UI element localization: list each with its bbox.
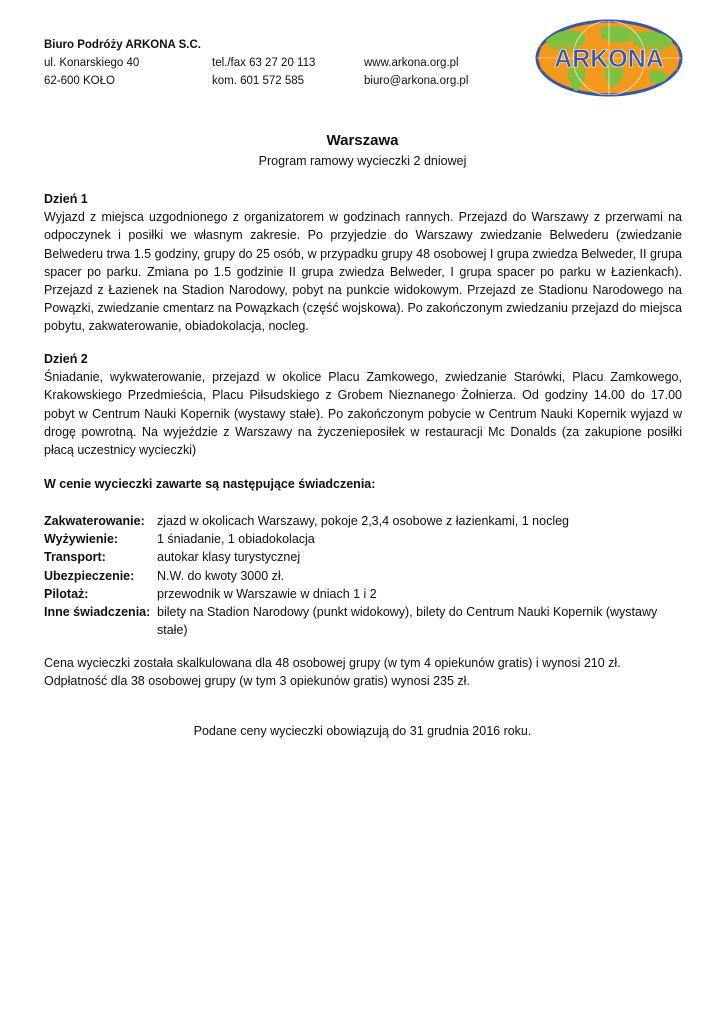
header-row-1	[44, 54, 524, 72]
service-label: Wyżywienie:	[44, 532, 119, 547]
service-label: Pilotaż:	[44, 586, 89, 601]
day-1-heading: Dzień 1	[44, 192, 88, 206]
day-2-section	[44, 350, 682, 459]
service-transport	[44, 548, 684, 566]
header-row-2	[44, 72, 524, 90]
services-list	[44, 512, 684, 639]
company-city: 62-600 KOŁO	[44, 75, 115, 87]
company-name: Biuro Podróży ARKONA S.C.	[44, 39, 201, 51]
service-label: Zakwaterowanie:	[44, 514, 145, 528]
service-meals	[44, 530, 684, 548]
price-line-1: Cena wycieczki została skalkulowana dla 48 osobowej grupy (w tym 4 opiekunów gratis) i wynosi 210 zł.	[44, 656, 621, 670]
included-heading: W cenie wycieczki zawarte są następujące świadczenia:	[44, 477, 376, 491]
service-value: N.W. do kwoty 3000 zł.	[157, 568, 285, 583]
day-1-text: Wyjazd z miejsca uzgodnionego z organizatorem w godzinach rannych. Przejazd do Warszawy z przerwami na odpoczynek i posiłki we własnym zakresie. Po przyjedzie do Warszawy zwiedzanie Belwederu (zwiedzanie Belwederu trwa 1.5 godziny, grupy do 25 osób, w przypadku grupy 48 osobowej I grupa zwiedza Belweder, II grupa spacer po parku. Zmiana po 1.5 godzinie II grupa zwiedza Belweder, I grupa spacer po parku w Łazienkach). Przejazd z Łazienek na Stadion Narodowy, pobyt na punkcie widokowym. Przejazd ze Stadionu Narodowego na Powązki, zwiedzanie cmentarz na Powązkach (część wojskowa). Po zakończonym zwiedzaniu przejazd do miejsca pobytu, zakwaterowanie, obiadokolacja, nocleg.	[44, 210, 682, 334]
document-subtitle: Program ramowy wycieczki 2 dniowej	[258, 154, 467, 168]
company-phone: tel./fax 63 27 20 113	[212, 57, 316, 69]
service-label: Inne świadczenia:	[44, 605, 151, 620]
company-email: biuro@arkona.org.pl	[364, 75, 469, 87]
service-value: 1 śniadanie, 1 obiadokolacja	[157, 532, 315, 547]
service-label: Ubezpieczenie:	[44, 568, 135, 583]
document-title: Warszawa	[326, 132, 399, 149]
logo-text: ARKONA	[554, 45, 664, 73]
service-value: przewodnik w Warszawie w dniach 1 i 2	[157, 586, 377, 601]
service-value: zjazd w okolicach Warszawy, pokoje 2,3,4 osobowe z łazienkami, 1 nocleg	[157, 514, 570, 528]
service-label: Transport:	[44, 550, 106, 565]
price-line-2: Odpłatność dla 38 osobowej grupy (w tym 3 opiekunów gratis) wynosi 235 zł.	[44, 674, 470, 689]
day-2-text: Śniadanie, wykwaterowanie, przejazd w okolice Placu Zamkowego, zwiedzanie Starówki, Placu Zamkowego, Krakowskiego Przedmieścia, Placu Piłsudskiego z Grobem Nieznanego Żołnierza. Od godziny 14.00 do 17.00 pobyt w Centrum Nauki Kopernik (wystawy stałe). Po zakończonym pobycie w Centrum Nauki Kopernik wyjazd w drogę powrotną. Na wyjeździe z Warszawy na życzenieposiłek w restauracji Mc Donalds (za zakupione posiłki płacą uczestnicy wycieczki)	[44, 370, 682, 458]
day-2-heading: Dzień 2	[44, 352, 88, 366]
service-value: autokar klasy turystycznej	[157, 550, 301, 565]
company-mobile: kom. 601 572 585	[212, 75, 305, 87]
day-1-section	[44, 190, 682, 336]
price-validity: Podane ceny wycieczki obowiązują do 31 grudnia 2016 roku.	[193, 724, 532, 738]
service-guide	[44, 585, 684, 603]
arkona-logo	[534, 18, 684, 98]
service-other	[44, 603, 684, 639]
company-website: www.arkona.org.pl	[364, 57, 459, 69]
service-accommodation	[44, 512, 684, 530]
price-section	[44, 654, 682, 690]
company-header	[44, 36, 524, 90]
company-address: ul. Konarskiego 40	[44, 57, 140, 69]
service-value: bilety na Stadion Narodowy (punkt widokowy), bilety do Centrum Nauki Kopernik (wystawy stałe)	[157, 605, 658, 638]
service-insurance	[44, 567, 684, 585]
